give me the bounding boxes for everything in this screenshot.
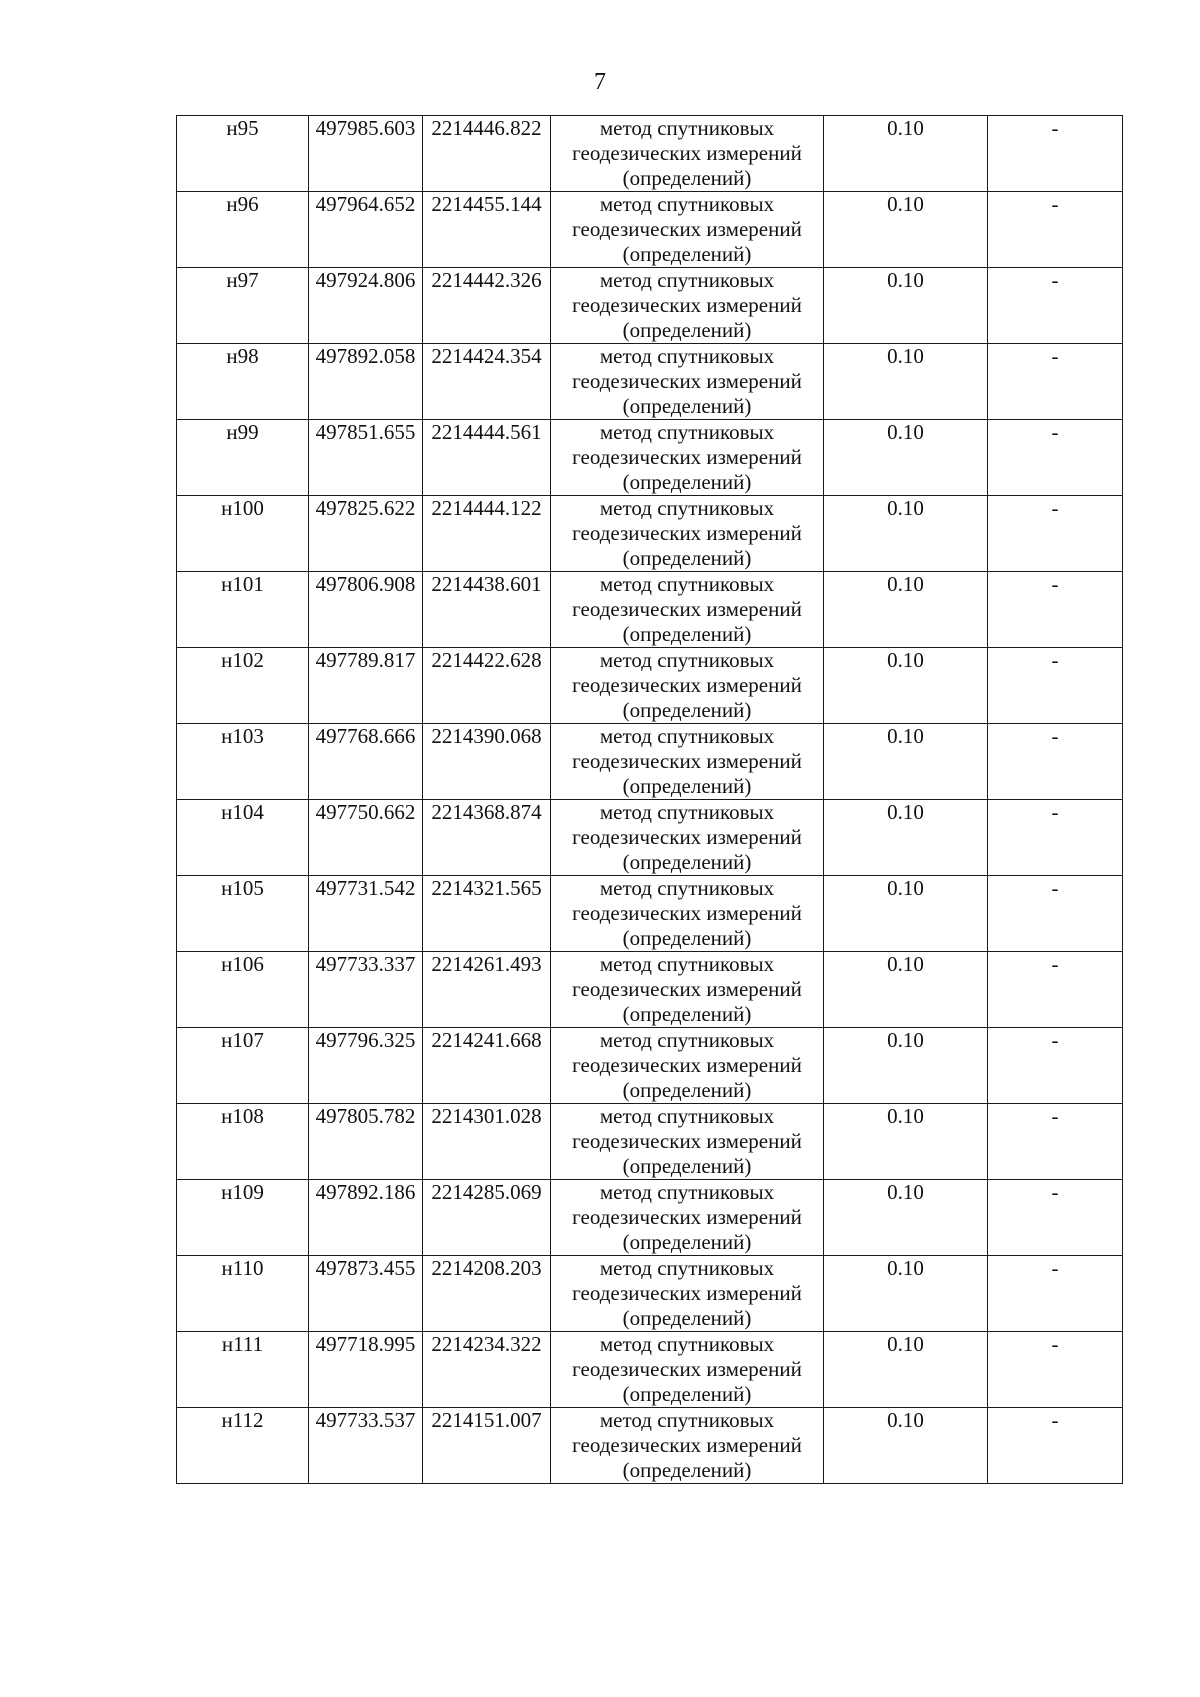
y-coordinate-cell <box>423 192 551 268</box>
x-coordinate: 497796.325 <box>315 1028 416 1052</box>
table-row <box>177 1104 1123 1180</box>
description-value: - <box>1051 116 1059 140</box>
x-coordinate: 497750.662 <box>315 800 416 824</box>
y-coordinate: 2214444.561 <box>431 420 542 444</box>
accuracy-value: 0.10 <box>887 1408 924 1432</box>
accuracy-cell <box>824 268 988 344</box>
accuracy-value: 0.10 <box>887 116 924 140</box>
accuracy-value: 0.10 <box>887 952 924 976</box>
method-line-2: геодезических измерений <box>572 597 802 621</box>
x-coordinate: 497964.652 <box>315 192 416 216</box>
x-coordinate: 497768.666 <box>315 724 416 748</box>
description-value: - <box>1051 268 1059 292</box>
accuracy-value: 0.10 <box>887 1028 924 1052</box>
accuracy-cell <box>824 420 988 496</box>
method-cell <box>551 800 824 876</box>
x-coordinate-cell <box>309 192 423 268</box>
y-coordinate-cell <box>423 876 551 952</box>
accuracy-cell <box>824 1104 988 1180</box>
table-row <box>177 496 1123 572</box>
accuracy-value: 0.10 <box>887 268 924 292</box>
page-number: 7 <box>594 69 606 95</box>
x-coordinate-cell <box>309 724 423 800</box>
description-cell <box>988 1256 1123 1332</box>
point-id-cell <box>177 1104 309 1180</box>
method-cell <box>551 952 824 1028</box>
y-coordinate: 2214442.326 <box>431 268 542 292</box>
description-cell <box>988 1180 1123 1256</box>
method-cell <box>551 344 824 420</box>
method-line-1: метод спутниковых <box>599 1104 775 1128</box>
y-coordinate: 2214455.144 <box>431 192 542 216</box>
table-row <box>177 800 1123 876</box>
description-value: - <box>1051 572 1059 596</box>
description-value: - <box>1051 876 1059 900</box>
accuracy-cell <box>824 116 988 192</box>
point-id-cell <box>177 952 309 1028</box>
description-cell <box>988 496 1123 572</box>
method-line-2: геодезических измерений <box>572 1205 802 1229</box>
description-cell <box>988 572 1123 648</box>
point-id-cell <box>177 192 309 268</box>
y-coordinate: 2214301.028 <box>431 1104 542 1128</box>
description-value: - <box>1051 1104 1059 1128</box>
description-cell <box>988 648 1123 724</box>
point-id: н101 <box>221 572 264 596</box>
method-line-2: геодезических измерений <box>572 141 802 165</box>
method-line-2: геодезических измерений <box>572 673 802 697</box>
y-coordinate-cell <box>423 1028 551 1104</box>
accuracy-cell <box>824 572 988 648</box>
point-id: н96 <box>226 192 259 216</box>
x-coordinate-cell <box>309 344 423 420</box>
method-line-1: метод спутниковых <box>599 876 775 900</box>
y-coordinate: 2214208.203 <box>431 1256 542 1280</box>
description-cell <box>988 420 1123 496</box>
description-cell <box>988 1028 1123 1104</box>
method-line-1: метод спутниковых <box>599 724 775 748</box>
point-id: н108 <box>221 1104 264 1128</box>
accuracy-cell <box>824 1256 988 1332</box>
point-id: н104 <box>221 800 264 824</box>
x-coordinate-cell <box>309 1028 423 1104</box>
point-id-cell <box>177 1408 309 1484</box>
accuracy-cell <box>824 1332 988 1408</box>
description-cell <box>988 800 1123 876</box>
y-coordinate-cell <box>423 268 551 344</box>
method-line-3: (определений) <box>622 1382 752 1406</box>
method-line-1: метод спутниковых <box>599 496 775 520</box>
method-cell <box>551 192 824 268</box>
description-value: - <box>1051 724 1059 748</box>
x-coordinate: 497789.817 <box>315 648 416 672</box>
method-line-3: (определений) <box>622 850 752 874</box>
method-line-3: (определений) <box>622 1154 752 1178</box>
table-row <box>177 116 1123 192</box>
x-coordinate-cell <box>309 572 423 648</box>
accuracy-cell <box>824 800 988 876</box>
description-cell <box>988 876 1123 952</box>
table-row <box>177 1408 1123 1484</box>
method-line-2: геодезических измерений <box>572 1129 802 1153</box>
x-coordinate-cell <box>309 800 423 876</box>
table-row <box>177 268 1123 344</box>
method-line-2: геодезических измерений <box>572 521 802 545</box>
point-id: н97 <box>226 268 259 292</box>
x-coordinate: 497731.542 <box>315 876 416 900</box>
accuracy-value: 0.10 <box>887 572 924 596</box>
table-row <box>177 192 1123 268</box>
point-id-cell <box>177 1180 309 1256</box>
point-id: н110 <box>221 1256 264 1280</box>
table-row <box>177 1332 1123 1408</box>
point-id-cell <box>177 876 309 952</box>
y-coordinate-cell <box>423 496 551 572</box>
x-coordinate-cell <box>309 876 423 952</box>
point-id-cell <box>177 1256 309 1332</box>
method-line-1: метод спутниковых <box>599 116 775 140</box>
point-id-cell <box>177 344 309 420</box>
description-cell <box>988 344 1123 420</box>
table-row <box>177 1028 1123 1104</box>
y-coordinate-cell <box>423 116 551 192</box>
method-line-2: геодезических измерений <box>572 445 802 469</box>
x-coordinate: 497805.782 <box>315 1104 416 1128</box>
y-coordinate: 2214390.068 <box>431 724 542 748</box>
accuracy-value: 0.10 <box>887 876 924 900</box>
point-id: н106 <box>221 952 264 976</box>
x-coordinate: 497851.655 <box>315 420 416 444</box>
x-coordinate-cell <box>309 1332 423 1408</box>
accuracy-value: 0.10 <box>887 800 924 824</box>
x-coordinate-cell <box>309 648 423 724</box>
accuracy-cell <box>824 876 988 952</box>
point-id: н109 <box>221 1180 264 1204</box>
y-coordinate: 2214321.565 <box>431 876 542 900</box>
description-cell <box>988 1332 1123 1408</box>
description-value: - <box>1051 1408 1059 1432</box>
description-value: - <box>1051 192 1059 216</box>
method-line-1: метод спутниковых <box>599 1028 775 1052</box>
point-id-cell <box>177 496 309 572</box>
method-line-3: (определений) <box>622 1078 752 1102</box>
table-row <box>177 648 1123 724</box>
description-value: - <box>1051 1180 1059 1204</box>
method-line-1: метод спутниковых <box>599 1332 775 1356</box>
y-coordinate-cell <box>423 572 551 648</box>
description-value: - <box>1051 648 1059 672</box>
coordinates-table-body <box>177 116 1123 1484</box>
description-value: - <box>1051 496 1059 520</box>
method-line-2: геодезических измерений <box>572 1433 802 1457</box>
coordinates-table <box>176 115 1123 1484</box>
method-cell <box>551 648 824 724</box>
x-coordinate-cell <box>309 1104 423 1180</box>
accuracy-value: 0.10 <box>887 496 924 520</box>
accuracy-cell <box>824 344 988 420</box>
method-line-3: (определений) <box>622 698 752 722</box>
description-value: - <box>1051 1332 1059 1356</box>
description-value: - <box>1051 800 1059 824</box>
table-row <box>177 1180 1123 1256</box>
y-coordinate-cell <box>423 952 551 1028</box>
method-line-3: (определений) <box>622 1458 752 1482</box>
method-line-1: метод спутниковых <box>599 648 775 672</box>
method-line-1: метод спутниковых <box>599 1180 775 1204</box>
method-line-3: (определений) <box>622 1230 752 1254</box>
method-cell <box>551 1028 824 1104</box>
method-line-3: (определений) <box>622 1306 752 1330</box>
method-line-2: геодезических измерений <box>572 1053 802 1077</box>
description-cell <box>988 116 1123 192</box>
table-row <box>177 724 1123 800</box>
y-coordinate: 2214422.628 <box>431 648 542 672</box>
method-line-1: метод спутниковых <box>599 192 775 216</box>
y-coordinate-cell <box>423 420 551 496</box>
x-coordinate: 497825.622 <box>315 496 416 520</box>
y-coordinate-cell <box>423 1180 551 1256</box>
y-coordinate-cell <box>423 1408 551 1484</box>
x-coordinate-cell <box>309 952 423 1028</box>
x-coordinate: 497924.806 <box>315 268 416 292</box>
table-row <box>177 876 1123 952</box>
method-cell <box>551 420 824 496</box>
x-coordinate: 497892.058 <box>315 344 416 368</box>
y-coordinate: 2214241.668 <box>431 1028 542 1052</box>
point-id: н103 <box>221 724 264 748</box>
method-cell <box>551 724 824 800</box>
description-cell <box>988 724 1123 800</box>
x-coordinate: 497873.455 <box>315 1256 416 1280</box>
method-cell <box>551 1408 824 1484</box>
x-coordinate-cell <box>309 268 423 344</box>
method-cell <box>551 572 824 648</box>
y-coordinate: 2214234.322 <box>431 1332 542 1356</box>
y-coordinate-cell <box>423 800 551 876</box>
x-coordinate-cell <box>309 420 423 496</box>
point-id: н99 <box>226 420 259 444</box>
method-line-3: (определений) <box>622 166 752 190</box>
description-cell <box>988 1104 1123 1180</box>
method-line-2: геодезических измерений <box>572 1281 802 1305</box>
method-line-3: (определений) <box>622 622 752 646</box>
accuracy-value: 0.10 <box>887 192 924 216</box>
method-cell <box>551 1332 824 1408</box>
accuracy-cell <box>824 724 988 800</box>
description-value: - <box>1051 420 1059 444</box>
point-id-cell <box>177 420 309 496</box>
table-row <box>177 572 1123 648</box>
point-id-cell <box>177 1332 309 1408</box>
point-id: н100 <box>221 496 264 520</box>
x-coordinate-cell <box>309 496 423 572</box>
y-coordinate: 2214446.822 <box>431 116 542 140</box>
description-value: - <box>1051 1256 1059 1280</box>
method-cell <box>551 876 824 952</box>
method-line-2: геодезических измерений <box>572 749 802 773</box>
method-line-1: метод спутниковых <box>599 1408 775 1432</box>
method-line-2: геодезических измерений <box>572 825 802 849</box>
y-coordinate: 2214424.354 <box>431 344 542 368</box>
method-line-2: геодезических измерений <box>572 369 802 393</box>
point-id-cell <box>177 800 309 876</box>
y-coordinate: 2214261.493 <box>431 952 542 976</box>
method-line-1: метод спутниковых <box>599 1256 775 1280</box>
method-cell <box>551 496 824 572</box>
accuracy-cell <box>824 496 988 572</box>
method-line-2: геодезических измерений <box>572 977 802 1001</box>
point-id-cell <box>177 268 309 344</box>
description-value: - <box>1051 1028 1059 1052</box>
accuracy-cell <box>824 1028 988 1104</box>
method-line-3: (определений) <box>622 470 752 494</box>
y-coordinate-cell <box>423 648 551 724</box>
y-coordinate: 2214438.601 <box>431 572 542 596</box>
method-line-3: (определений) <box>622 242 752 266</box>
x-coordinate: 497806.908 <box>315 572 416 596</box>
point-id: н105 <box>221 876 264 900</box>
method-line-1: метод спутниковых <box>599 344 775 368</box>
point-id: н102 <box>221 648 264 672</box>
x-coordinate-cell <box>309 1408 423 1484</box>
method-cell <box>551 268 824 344</box>
y-coordinate-cell <box>423 1104 551 1180</box>
method-line-1: метод спутниковых <box>599 952 775 976</box>
accuracy-value: 0.10 <box>887 1180 924 1204</box>
y-coordinate: 2214285.069 <box>431 1180 542 1204</box>
point-id: н98 <box>226 344 259 368</box>
y-coordinate-cell <box>423 1332 551 1408</box>
method-line-1: метод спутниковых <box>599 420 775 444</box>
point-id-cell <box>177 648 309 724</box>
description-value: - <box>1051 952 1059 976</box>
y-coordinate: 2214368.874 <box>431 800 542 824</box>
method-line-3: (определений) <box>622 546 752 570</box>
point-id-cell <box>177 1028 309 1104</box>
point-id: н112 <box>221 1408 264 1432</box>
method-line-3: (определений) <box>622 774 752 798</box>
method-line-2: геодезических измерений <box>572 1357 802 1381</box>
accuracy-value: 0.10 <box>887 1256 924 1280</box>
method-cell <box>551 116 824 192</box>
method-line-2: геодезических измерений <box>572 217 802 241</box>
y-coordinate-cell <box>423 724 551 800</box>
method-line-1: метод спутниковых <box>599 268 775 292</box>
description-cell <box>988 192 1123 268</box>
method-line-2: геодезических измерений <box>572 293 802 317</box>
method-cell <box>551 1180 824 1256</box>
method-cell <box>551 1256 824 1332</box>
accuracy-value: 0.10 <box>887 648 924 672</box>
point-id: н107 <box>221 1028 264 1052</box>
point-id: н95 <box>226 116 259 140</box>
description-cell <box>988 952 1123 1028</box>
method-line-1: метод спутниковых <box>599 572 775 596</box>
method-cell <box>551 1104 824 1180</box>
y-coordinate-cell <box>423 1256 551 1332</box>
accuracy-value: 0.10 <box>887 344 924 368</box>
accuracy-cell <box>824 1180 988 1256</box>
x-coordinate-cell <box>309 1256 423 1332</box>
description-cell <box>988 268 1123 344</box>
y-coordinate: 2214151.007 <box>431 1408 542 1432</box>
method-line-3: (определений) <box>622 318 752 342</box>
x-coordinate: 497892.186 <box>315 1180 416 1204</box>
y-coordinate: 2214444.122 <box>431 496 542 520</box>
x-coordinate: 497733.537 <box>315 1408 416 1432</box>
table-row <box>177 420 1123 496</box>
method-line-3: (определений) <box>622 1002 752 1026</box>
description-value: - <box>1051 344 1059 368</box>
accuracy-value: 0.10 <box>887 1332 924 1356</box>
x-coordinate: 497985.603 <box>315 116 416 140</box>
table-row <box>177 952 1123 1028</box>
description-cell <box>988 1408 1123 1484</box>
x-coordinate-cell <box>309 1180 423 1256</box>
y-coordinate-cell <box>423 344 551 420</box>
accuracy-cell <box>824 1408 988 1484</box>
accuracy-cell <box>824 192 988 268</box>
method-line-2: геодезических измерений <box>572 901 802 925</box>
x-coordinate-cell <box>309 116 423 192</box>
point-id-cell <box>177 724 309 800</box>
point-id-cell <box>177 116 309 192</box>
accuracy-cell <box>824 648 988 724</box>
accuracy-value: 0.10 <box>887 724 924 748</box>
table-row <box>177 344 1123 420</box>
point-id: н111 <box>221 1332 264 1356</box>
accuracy-cell <box>824 952 988 1028</box>
accuracy-value: 0.10 <box>887 1104 924 1128</box>
method-line-3: (определений) <box>622 926 752 950</box>
x-coordinate: 497718.995 <box>315 1332 416 1356</box>
point-id-cell <box>177 572 309 648</box>
method-line-3: (определений) <box>622 394 752 418</box>
table-row <box>177 1256 1123 1332</box>
accuracy-value: 0.10 <box>887 420 924 444</box>
x-coordinate: 497733.337 <box>315 952 416 976</box>
method-line-1: метод спутниковых <box>599 800 775 824</box>
